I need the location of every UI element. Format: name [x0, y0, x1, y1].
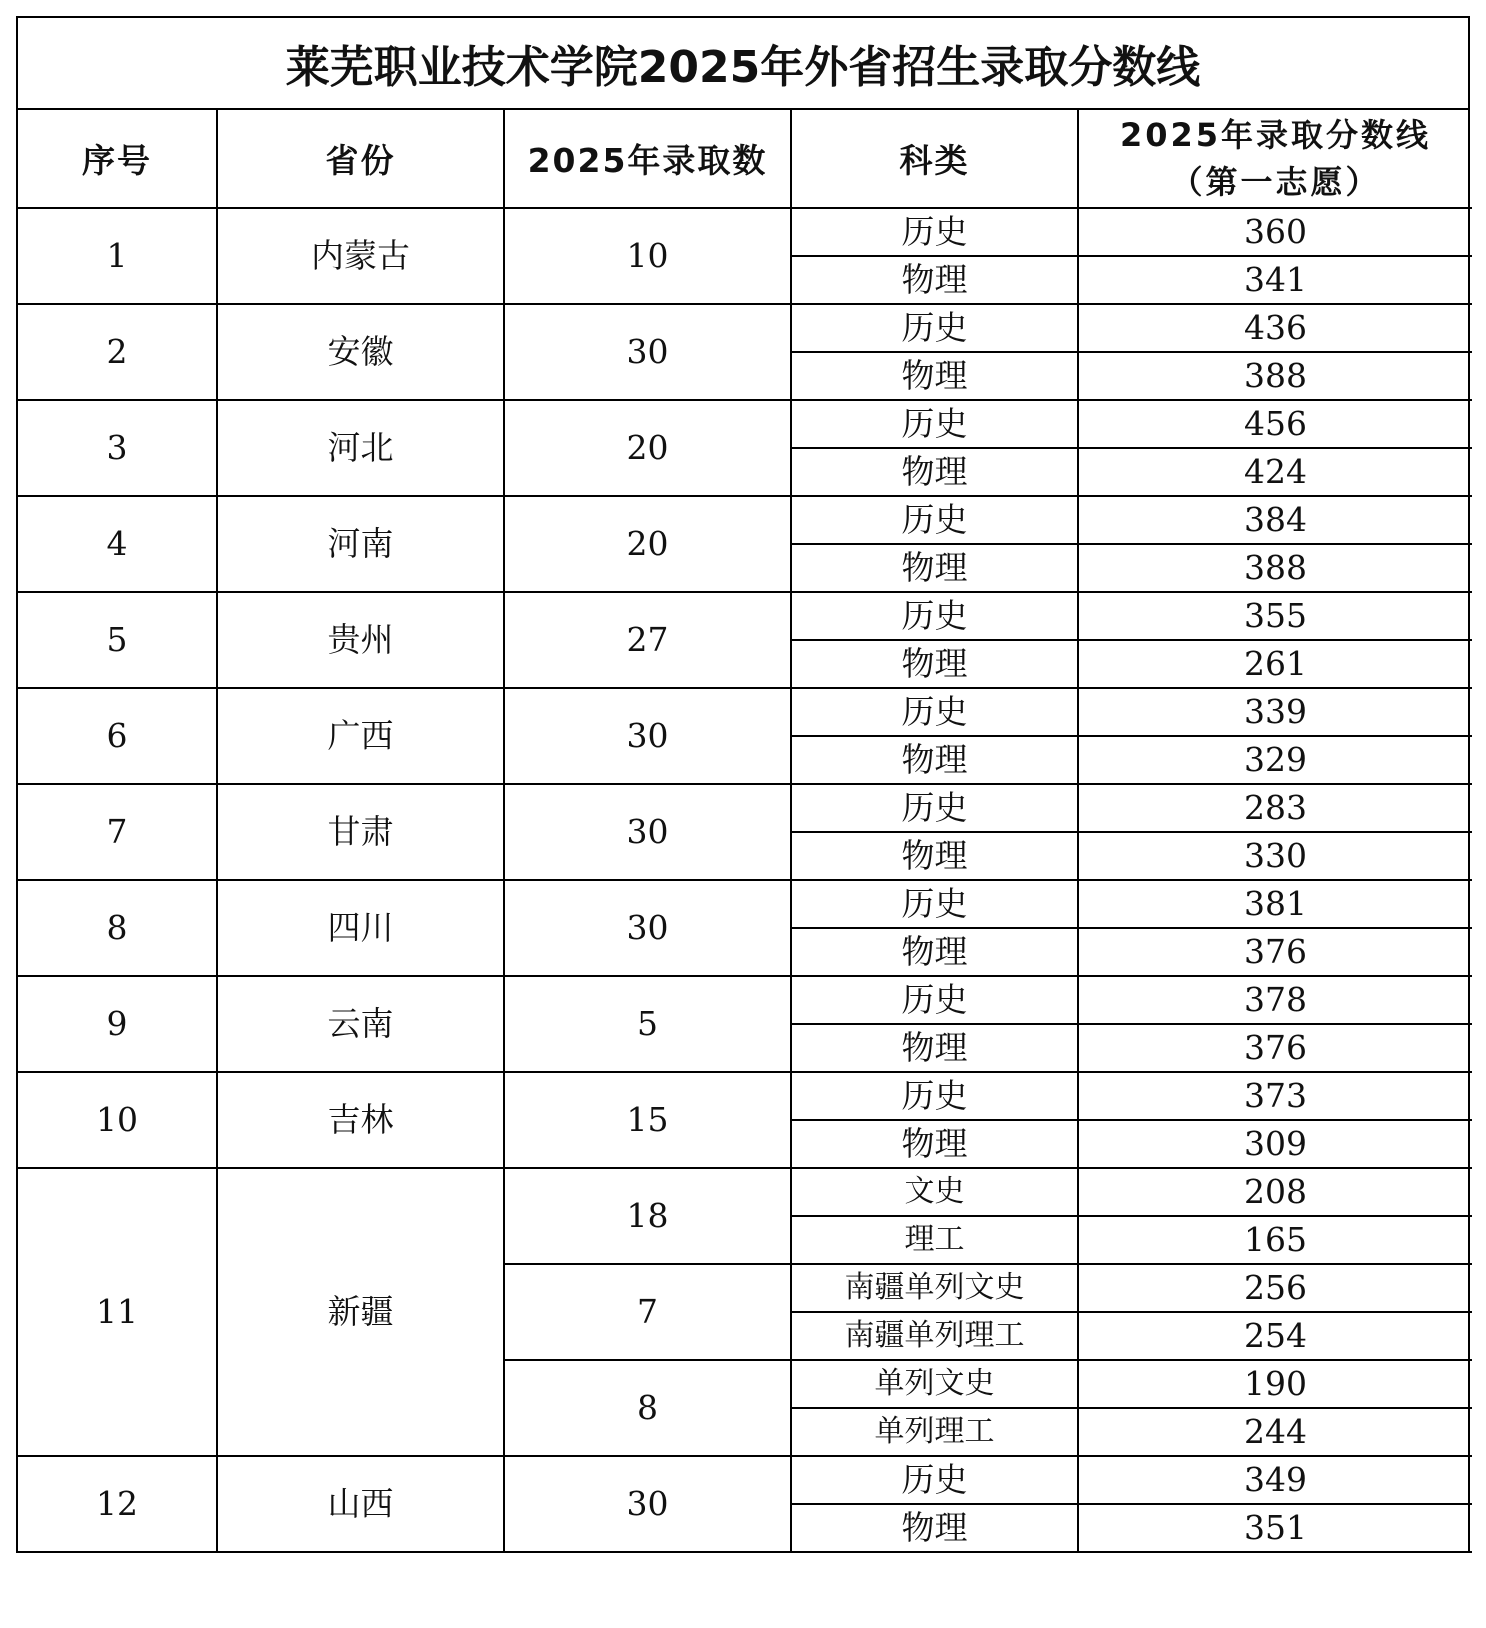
row-count: 27: [504, 592, 791, 688]
row-province: 安徽: [217, 304, 504, 400]
row-province: 甘肃: [217, 784, 504, 880]
row-category: 南疆单列理工: [791, 1312, 1078, 1360]
row-count: 15: [504, 1072, 791, 1168]
table-row: [18, 784, 1472, 832]
row-province: 内蒙古: [217, 208, 504, 304]
row-score: 190: [1078, 1360, 1472, 1408]
row-province: 四川: [217, 880, 504, 976]
row-category: 物理: [791, 736, 1078, 784]
row-category: 历史: [791, 880, 1078, 928]
row-score: 261: [1078, 640, 1472, 688]
row-category: 历史: [791, 784, 1078, 832]
row-score: 208: [1078, 1168, 1472, 1216]
row-index: 9: [18, 976, 217, 1072]
table-row: [18, 304, 1472, 352]
table-row: [18, 1072, 1472, 1120]
row-score: 376: [1078, 1024, 1472, 1072]
row-province: 河南: [217, 496, 504, 592]
header-score-line1: 2025年录取分数线: [1119, 115, 1432, 154]
row-category: 物理: [791, 1120, 1078, 1168]
row-score: 244: [1078, 1408, 1472, 1456]
table-row: [18, 688, 1472, 736]
row-score: 351: [1078, 1504, 1472, 1552]
row-category: 历史: [791, 976, 1078, 1024]
row-score: 339: [1078, 688, 1472, 736]
row-score: 330: [1078, 832, 1472, 880]
row-count: 30: [504, 880, 791, 976]
row-category: 历史: [791, 208, 1078, 256]
row-category: 历史: [791, 688, 1078, 736]
row-score: 376: [1078, 928, 1472, 976]
row-index: 3: [18, 400, 217, 496]
table-row: [18, 1168, 1472, 1216]
header-index: 序号: [18, 110, 217, 208]
row-count: 10: [504, 208, 791, 304]
row-category: 南疆单列文史: [791, 1264, 1078, 1312]
row-province: 云南: [217, 976, 504, 1072]
row-index: 2: [18, 304, 217, 400]
row-count: 8: [504, 1360, 791, 1456]
row-score: 341: [1078, 256, 1472, 304]
row-score: 355: [1078, 592, 1472, 640]
row-index: 5: [18, 592, 217, 688]
table-row: [18, 880, 1472, 928]
row-category: 物理: [791, 640, 1078, 688]
score-table: [18, 110, 1472, 1553]
row-score: 256: [1078, 1264, 1472, 1312]
row-province: 河北: [217, 400, 504, 496]
header-score: [1078, 110, 1472, 208]
row-category: 历史: [791, 496, 1078, 544]
row-score: 373: [1078, 1072, 1472, 1120]
row-score: 360: [1078, 208, 1472, 256]
row-category: 历史: [791, 1072, 1078, 1120]
row-score: 378: [1078, 976, 1472, 1024]
header-category: 科类: [791, 110, 1078, 208]
row-score: 309: [1078, 1120, 1472, 1168]
row-category: 文史: [791, 1168, 1078, 1216]
row-category: 历史: [791, 304, 1078, 352]
table-row: [18, 496, 1472, 544]
row-count: 5: [504, 976, 791, 1072]
row-score: 424: [1078, 448, 1472, 496]
row-category: 物理: [791, 1504, 1078, 1552]
header-row: [18, 110, 1472, 208]
row-score: 349: [1078, 1456, 1472, 1504]
row-category: 物理: [791, 448, 1078, 496]
row-category: 单列文史: [791, 1360, 1078, 1408]
row-index: 7: [18, 784, 217, 880]
header-score-line2: （第一志愿）: [1170, 162, 1381, 201]
row-index: 1: [18, 208, 217, 304]
row-category: 物理: [791, 832, 1078, 880]
row-count: 30: [504, 784, 791, 880]
row-category: 历史: [791, 592, 1078, 640]
page-title: 莱芜职业技术学院2025年外省招生录取分数线: [18, 18, 1468, 110]
table-row: [18, 1456, 1472, 1504]
row-province: 新疆: [217, 1168, 504, 1456]
row-category: 物理: [791, 544, 1078, 592]
row-score: 384: [1078, 496, 1472, 544]
row-index: 6: [18, 688, 217, 784]
row-category: 历史: [791, 400, 1078, 448]
row-count: 7: [504, 1264, 791, 1360]
row-score: 254: [1078, 1312, 1472, 1360]
row-score: 381: [1078, 880, 1472, 928]
row-count: 30: [504, 304, 791, 400]
row-province: 吉林: [217, 1072, 504, 1168]
row-score: 165: [1078, 1216, 1472, 1264]
row-score: 436: [1078, 304, 1472, 352]
header-count: 2025年录取数: [504, 110, 791, 208]
row-index: 4: [18, 496, 217, 592]
row-index: 10: [18, 1072, 217, 1168]
row-index: 11: [18, 1168, 217, 1456]
table-body: [18, 208, 1472, 1552]
row-count: 18: [504, 1168, 791, 1264]
row-category: 物理: [791, 1024, 1078, 1072]
row-index: 12: [18, 1456, 217, 1552]
row-score: 329: [1078, 736, 1472, 784]
table-row: [18, 976, 1472, 1024]
row-province: 广西: [217, 688, 504, 784]
row-score: 456: [1078, 400, 1472, 448]
table-row: [18, 400, 1472, 448]
header-province: 省份: [217, 110, 504, 208]
row-count: 20: [504, 496, 791, 592]
row-province: 山西: [217, 1456, 504, 1552]
row-count: 30: [504, 1456, 791, 1552]
row-category: 物理: [791, 352, 1078, 400]
row-score: 388: [1078, 544, 1472, 592]
row-index: 8: [18, 880, 217, 976]
row-category: 理工: [791, 1216, 1078, 1264]
table-row: [18, 592, 1472, 640]
row-count: 30: [504, 688, 791, 784]
row-category: 物理: [791, 256, 1078, 304]
row-count: 20: [504, 400, 791, 496]
row-category: 单列理工: [791, 1408, 1078, 1456]
row-province: 贵州: [217, 592, 504, 688]
row-score: 283: [1078, 784, 1472, 832]
table-row: [18, 208, 1472, 256]
row-category: 历史: [791, 1456, 1078, 1504]
admission-score-sheet: [16, 16, 1470, 1553]
row-category: 物理: [791, 928, 1078, 976]
row-score: 388: [1078, 352, 1472, 400]
